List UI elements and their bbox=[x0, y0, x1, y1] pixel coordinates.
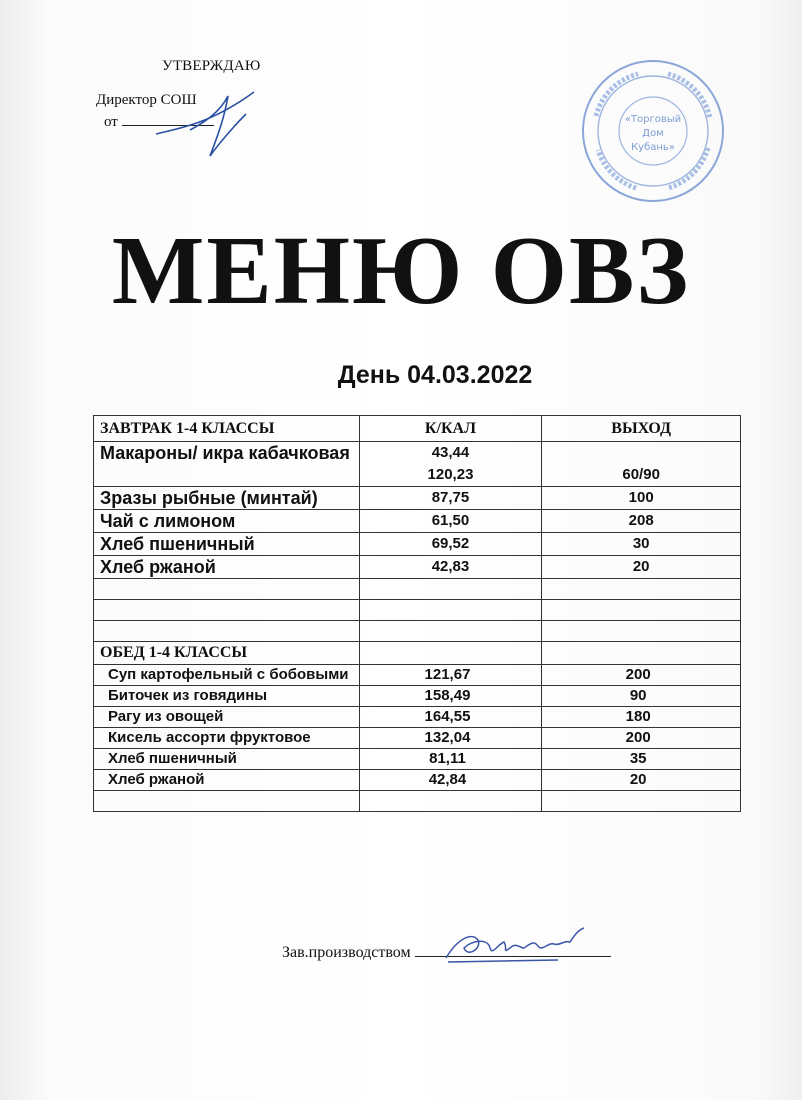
dish-kcal: 81,11 bbox=[359, 749, 542, 770]
dish-kcal: 61,50 bbox=[359, 510, 542, 533]
table-row bbox=[94, 749, 741, 770]
director-signature bbox=[150, 84, 270, 164]
dish-kcal-line-1: 43,44 bbox=[431, 444, 470, 461]
dish-output: 35 bbox=[542, 749, 741, 770]
approval-title: УТВЕРЖДАЮ bbox=[162, 58, 261, 74]
table-row bbox=[94, 728, 741, 749]
manager-signature bbox=[438, 918, 598, 968]
dish-output: 100 bbox=[542, 487, 741, 510]
table-row bbox=[94, 442, 741, 487]
dish-name: Суп картофельный с бобовыми bbox=[94, 665, 360, 686]
empty-row bbox=[94, 579, 741, 600]
approval-date-prefix: от bbox=[104, 114, 118, 130]
document-title: МЕНЮ ОВЗ bbox=[111, 217, 691, 325]
dish-kcal bbox=[359, 442, 542, 487]
table-header-row bbox=[94, 416, 741, 442]
dish-output: 20 bbox=[542, 770, 741, 791]
dish-output: 180 bbox=[542, 707, 741, 728]
dish-name: Чай с лимоном bbox=[94, 510, 360, 533]
dish-output: 208 bbox=[542, 510, 741, 533]
dish-output: 90 bbox=[542, 686, 741, 707]
dish-kcal: 42,84 bbox=[359, 770, 542, 791]
lunch-section-header: ОБЕД 1-4 КЛАССЫ bbox=[94, 642, 360, 665]
dish-name: Кисель ассорти фруктовое bbox=[94, 728, 360, 749]
dish-kcal-line-2: 120,23 bbox=[427, 466, 474, 483]
table-row bbox=[94, 770, 741, 791]
dish-name: Рагу из овощей bbox=[94, 707, 360, 728]
svg-text:«Торговый: «Торговый bbox=[624, 114, 682, 125]
dish-kcal: 121,67 bbox=[359, 665, 542, 686]
dish-kcal: 164,55 bbox=[359, 707, 542, 728]
signature-label: Зав.производством bbox=[282, 944, 411, 961]
lunch-header-row bbox=[94, 642, 741, 665]
dish-name: Макароны/ икра кабачковая bbox=[94, 442, 360, 487]
dish-name: Хлеб ржаной bbox=[94, 556, 360, 579]
table-row bbox=[94, 487, 741, 510]
dish-output: 200 bbox=[542, 665, 741, 686]
empty-row bbox=[94, 791, 741, 812]
dish-kcal: 132,04 bbox=[359, 728, 542, 749]
dish-kcal: 69,52 bbox=[359, 533, 542, 556]
empty-row bbox=[94, 621, 741, 642]
breakfast-section-header: ЗАВТРАК 1-4 КЛАССЫ bbox=[94, 416, 360, 442]
table-row bbox=[94, 707, 741, 728]
dish-output: 20 bbox=[542, 556, 741, 579]
dish-name: Хлеб пшеничный bbox=[94, 533, 360, 556]
svg-text:Кубань»: Кубань» bbox=[631, 142, 675, 153]
dish-kcal: 87,75 bbox=[359, 487, 542, 510]
menu-table bbox=[93, 415, 741, 812]
company-seal bbox=[578, 56, 728, 206]
dish-kcal: 158,49 bbox=[359, 686, 542, 707]
output-column-header: ВЫХОД bbox=[542, 416, 741, 442]
dish-name: Хлеб пшеничный bbox=[94, 749, 360, 770]
table-row bbox=[94, 510, 741, 533]
dish-output: 60/90 bbox=[542, 442, 741, 487]
dish-name: Зразы рыбные (минтай) bbox=[94, 487, 360, 510]
empty-row bbox=[94, 600, 741, 621]
table-row bbox=[94, 556, 741, 579]
table-row bbox=[94, 665, 741, 686]
svg-text:Дом: Дом bbox=[642, 128, 664, 139]
menu-day: День 04.03.2022 bbox=[337, 361, 533, 389]
approval-position: Директор СОШ bbox=[96, 92, 197, 108]
table-row bbox=[94, 533, 741, 556]
kcal-column-header: К/КАЛ bbox=[359, 416, 542, 442]
dish-output: 200 bbox=[542, 728, 741, 749]
dish-kcal: 42,83 bbox=[359, 556, 542, 579]
dish-name: Хлеб ржаной bbox=[94, 770, 360, 791]
dish-name: Биточек из говядины bbox=[94, 686, 360, 707]
table-row bbox=[94, 686, 741, 707]
dish-output: 30 bbox=[542, 533, 741, 556]
